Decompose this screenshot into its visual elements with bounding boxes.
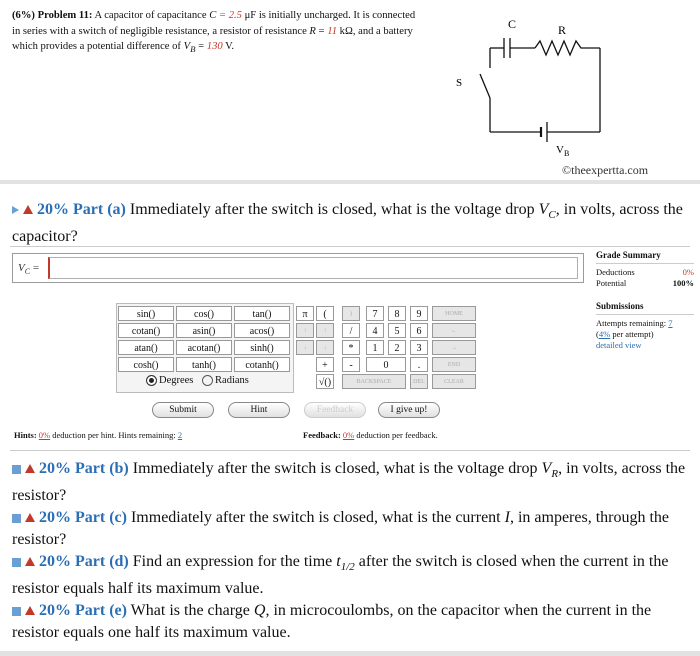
key-fn-cotanh[interactable]: cotanh() — [234, 357, 290, 372]
key-1-5[interactable]: 6 — [410, 323, 428, 338]
key-plus[interactable]: + — [316, 357, 334, 372]
warning-icon — [25, 557, 35, 566]
parts-list — [12, 458, 692, 644]
submissions-title: Submissions — [596, 301, 694, 315]
label-c: C — [508, 17, 517, 31]
attempts-remaining: Attempts remaining: 7 — [596, 318, 673, 328]
key-0-4[interactable]: 8 — [388, 306, 406, 321]
grade-summary-title: Grade Summary — [596, 250, 694, 264]
answer-label: $V_C$ = — [18, 262, 40, 277]
key-1-2[interactable]: / — [342, 323, 360, 338]
key-0-0[interactable]: π — [296, 306, 314, 321]
problem-number: (6%) Problem 11: — [12, 10, 93, 21]
degrees-radio[interactable] — [146, 375, 157, 386]
key-backspace[interactable]: BACKSPACE — [342, 374, 406, 389]
part-d-question[interactable]: 20% Part (d) Find an expression for the time $t_{1/2}$ after the switch is closed when the current in the resistor equals half its maximum value. — [12, 553, 669, 598]
part-e-question[interactable]: 20% Part (e) What is the charge Q, in microcoulombs, on the capacitor when the current in the resistor equals one half its maximum value. — [12, 602, 652, 642]
key-2-5[interactable]: 3 — [410, 340, 428, 355]
per-attempt: (4% per attempt) — [596, 329, 654, 339]
voltage-value: 130 — [206, 41, 223, 52]
collapsed-square-icon — [12, 514, 21, 523]
hint-button[interactable]: Hint — [228, 402, 290, 418]
key-fn-sinh[interactable]: sinh() — [234, 340, 290, 355]
copyright-credit: ©theexpertta.com — [562, 163, 649, 177]
capacitance-value: = 2.5 — [216, 10, 242, 21]
key-0-5[interactable]: 9 — [410, 306, 428, 321]
angle-mode: Degrees Radians — [146, 375, 249, 386]
key-2-3[interactable]: 1 — [366, 340, 384, 355]
key-1-6[interactable]: ← — [432, 323, 476, 338]
give-up-button[interactable]: I give up! — [378, 402, 440, 418]
answer-bottom-border — [10, 450, 690, 451]
part-a-question: 20% Part (a) Immediately after the switch is closed, what is the voltage drop $V_C$, in volts, across the capacitor? — [12, 201, 683, 246]
resistor-zigzag — [535, 41, 600, 55]
label-vb: $V_B$ — [556, 144, 570, 158]
problem-statement: (6%) Problem 11: A capacitor of capacitance C = 2.5 μF is initially uncharged. It is connected in series with a switch of negligible resistance, a resistor of resistance R = 11 kΩ, and a battery which provides a potential difference of $V_B = 130$ V. — [12, 10, 416, 55]
key-2-4[interactable]: 2 — [388, 340, 406, 355]
key-fn-asin[interactable]: asin() — [176, 323, 232, 338]
key-1-4[interactable]: 5 — [388, 323, 406, 338]
key-del[interactable]: DEL — [410, 374, 428, 389]
key-fn-acos[interactable]: acos() — [234, 323, 290, 338]
key-fn-tan[interactable]: tan() — [234, 306, 290, 321]
key-fn-atan[interactable]: atan() — [118, 340, 174, 355]
key-fn-tanh[interactable]: tanh() — [176, 357, 232, 372]
key-fn-cos[interactable]: cos() — [176, 306, 232, 321]
detailed-view-link[interactable]: detailed view — [596, 340, 642, 350]
key-2-1[interactable]: ↓ — [316, 340, 334, 355]
key-dot[interactable]: . — [410, 357, 428, 372]
circuit-diagram — [440, 10, 685, 178]
answer-top-border — [10, 246, 690, 247]
key-minus[interactable]: - — [342, 357, 360, 372]
warning-icon — [23, 205, 33, 214]
key-0-1[interactable]: ( — [316, 306, 334, 321]
key-fn-sin[interactable]: sin() — [118, 306, 174, 321]
key-zero[interactable]: 0 — [366, 357, 406, 372]
key-end[interactable]: END — [432, 357, 476, 372]
switch-lever — [480, 74, 490, 98]
feedback-info: Feedback: 0% deduction per feedback. — [303, 430, 438, 440]
key-clear[interactable]: CLEAR — [432, 374, 476, 389]
feedback-button[interactable]: Feedback — [304, 402, 366, 418]
key-2-0[interactable]: ↓ — [296, 340, 314, 355]
warning-icon — [25, 464, 35, 473]
radians-radio[interactable] — [202, 375, 213, 386]
key-fn-cotan[interactable]: cotan() — [118, 323, 174, 338]
grade-summary — [596, 250, 694, 351]
key-0-3[interactable]: 7 — [366, 306, 384, 321]
key-0-6[interactable]: HOME — [432, 306, 476, 321]
warning-icon — [25, 606, 35, 615]
expand-triangle-icon[interactable] — [12, 206, 19, 214]
key-1-3[interactable]: 4 — [366, 323, 384, 338]
label-s: S — [456, 77, 463, 89]
key-1-0[interactable]: ↑ — [296, 323, 314, 338]
key-2-6[interactable]: → — [432, 340, 476, 355]
key-fn-acotan[interactable]: acotan() — [176, 340, 232, 355]
warning-icon — [25, 513, 35, 522]
section-divider — [0, 180, 700, 184]
key-sqrt[interactable]: √() — [316, 374, 334, 389]
answer-input[interactable] — [48, 257, 578, 279]
submit-button[interactable]: Submit — [152, 402, 214, 418]
hints-info: Hints: 0% deduction per hint. Hints remaining: 2 — [14, 430, 183, 440]
potential-row: Potential 100% — [596, 278, 694, 288]
collapsed-square-icon — [12, 465, 21, 474]
part-c-question[interactable]: 20% Part (c) Immediately after the switch is closed, what is the current I, in amperes, through the resistor? — [12, 509, 670, 549]
key-2-2[interactable]: * — [342, 340, 360, 355]
key-fn-cosh[interactable]: cosh() — [118, 357, 174, 372]
key-1-1[interactable]: ↑ — [316, 323, 334, 338]
part-b-question[interactable]: 20% Part (b) Immediately after the switch is closed, what is the voltage drop $V_R$, in volts, across the resistor? — [12, 460, 686, 505]
key-0-2[interactable]: ) — [342, 306, 360, 321]
collapsed-square-icon — [12, 558, 21, 567]
deductions-row: Deductions 0% — [596, 267, 694, 277]
bottom-divider — [0, 651, 700, 656]
label-r: R — [558, 23, 567, 37]
resistance-value: 11 — [327, 25, 337, 37]
collapsed-square-icon — [12, 607, 21, 616]
